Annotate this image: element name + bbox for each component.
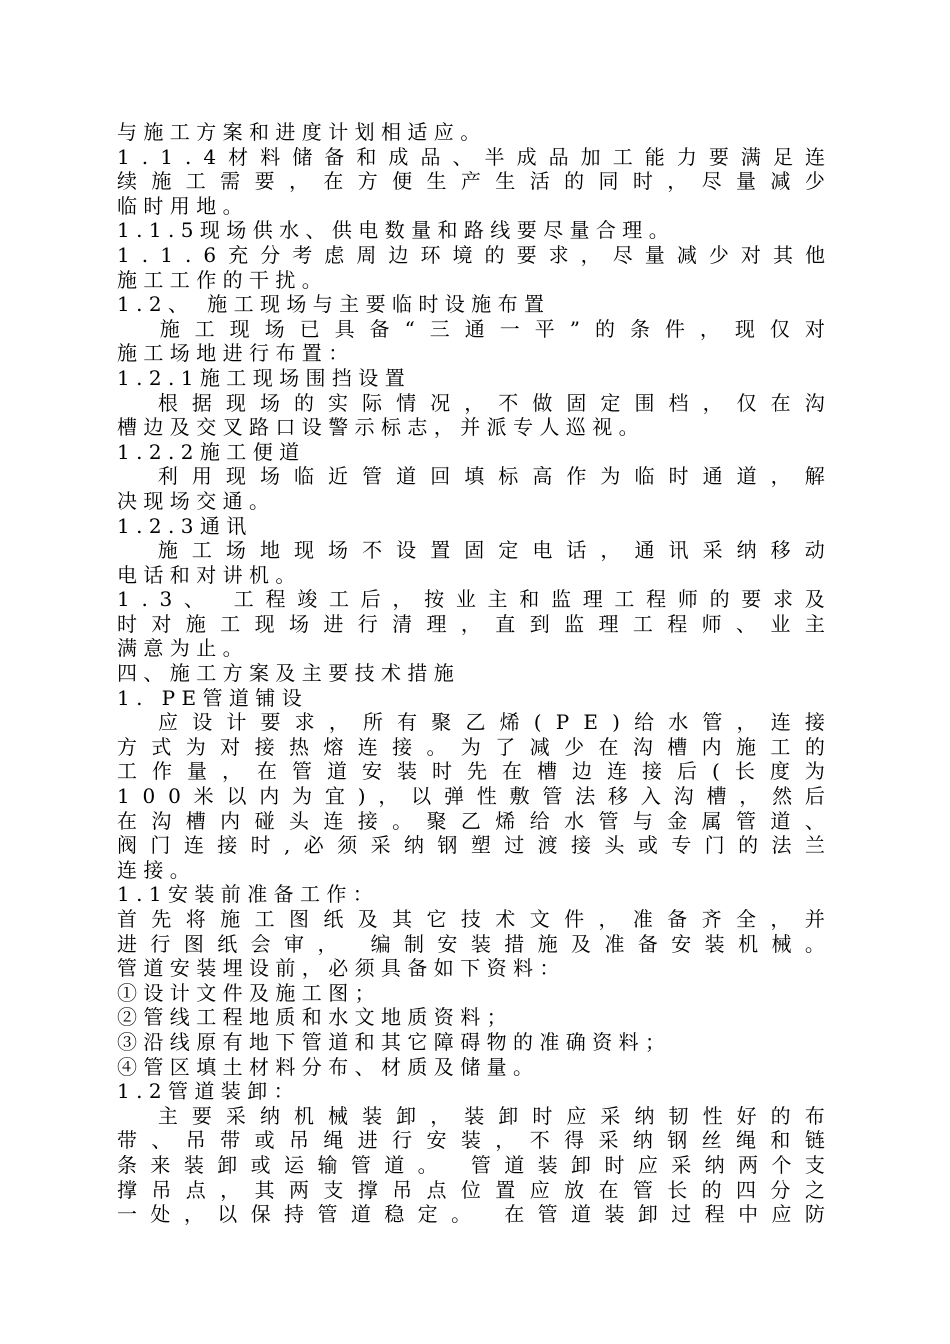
text-line: 1.1.5现场供水、供电数量和路线要尽量合理。 bbox=[117, 218, 676, 243]
text-line: 施工工作的干扰。 bbox=[117, 267, 329, 292]
text-line: 临时用地。 bbox=[117, 193, 249, 218]
text-line: 带 、 吊 带 或 吊 绳 进 行 安 装 ， 不 得 采 纳 钢 丝 绳 和 链 bbox=[117, 1128, 825, 1153]
text-line: 工 作 量 ， 在 管 道 安 装 时 先 在 槽 边 连 接 后 ( 长 度 为 bbox=[117, 759, 825, 784]
text-line: 电话和对讲机。 bbox=[117, 562, 302, 587]
text-line: 利 用 现 场 临 近 管 道 回 填 标 高 作 为 临 时 通 道 ， 解 bbox=[157, 464, 825, 489]
text-line: 1 . 1 . 4 材 料 储 备 和 成 品 、 半 成 品 加 工 能 力 要 满 足 连 bbox=[117, 144, 825, 169]
section-heading: 1.2管道装卸： bbox=[117, 1079, 301, 1104]
text-line: 撑 吊 点 ， 其 两 支 撑 吊 点 位 置 应 放 在 管 长 的 四 分 之 bbox=[117, 1177, 825, 1202]
list-item: ④管区填土材料分布、材质及储量。 bbox=[117, 1054, 540, 1079]
text-line: 满意为止。 bbox=[117, 636, 249, 661]
section-heading: 1.2.2施工便道 bbox=[117, 439, 306, 464]
text-line: 1 . 3 、 工 程 竣 工 后 ， 按 业 主 和 监 理 工 程 师 的 要 求 及 bbox=[117, 587, 825, 612]
text-line: 1 . 1 . 6 充 分 考 虑 周 边 环 境 的 要 求 ， 尽 量 减 少 对 其 他 bbox=[117, 242, 825, 267]
chapter-heading: 四、施工方案及主要技术措施 bbox=[117, 661, 461, 686]
section-heading: 1. PE管道铺设 bbox=[117, 685, 309, 710]
section-heading: 1.2.3通讯 bbox=[117, 513, 253, 538]
text-line: 施 工 场 地 现 场 不 设 置 固 定 电 话 ， 通 讯 采 纳 移 动 bbox=[157, 538, 825, 563]
text-line: 施 工 现 场 已 具 备 “ 三 通 一 平 ” 的 条 件 ， 现 仅 对 bbox=[159, 316, 825, 341]
text-line: 连接。 bbox=[117, 857, 197, 882]
text-line: 应 设 计 要 求 ， 所 有 聚 乙 烯 ( P E ) 给 水 管 ， 连 接 bbox=[158, 710, 825, 735]
text-line: 施工场地进行布置： bbox=[117, 341, 355, 366]
text-line: 根 据 现 场 的 实 际 情 况 ， 不 做 固 定 围 档 ， 仅 在 沟 bbox=[157, 390, 825, 415]
text-line: 条 来 装 卸 或 运 输 管 道 。 管 道 装 卸 时 应 采 纳 两 个 支 bbox=[117, 1152, 825, 1177]
section-heading: 1.2.1施工现场围挡设置 bbox=[117, 365, 412, 390]
section-heading: 1.2、 施工现场与主要临时设施布置 bbox=[117, 292, 551, 317]
text-line: 管道安装埋设前，必须具备如下资料： bbox=[117, 956, 566, 981]
text-line: 在 沟 槽 内 碰 头 连 接 。 聚 乙 烯 给 水 管 与 金 属 管 道 、 bbox=[117, 808, 825, 833]
text-line: 1 0 0 米 以 内 为 宜 ) ， 以 弹 性 敷 管 法 移 入 沟 槽 ， 然 后 bbox=[117, 784, 825, 809]
text-line: 方 式 为 对 接 热 熔 连 接 。 为 了 减 少 在 沟 槽 内 施 工 的 bbox=[117, 734, 825, 759]
document-body bbox=[117, 120, 825, 1227]
text-line: 进 行 图 纸 会 审 ， 编 制 安 装 措 施 及 准 备 安 装 机 械 。 bbox=[117, 931, 825, 956]
text-line: 一 处 ， 以 保 持 管 道 稳 定 。 在 管 道 装 卸 过 程 中 应 防 bbox=[117, 1202, 825, 1227]
text-line: 槽边及交叉路口设警示标志，并派专人巡视。 bbox=[117, 415, 645, 440]
list-item: ①设计文件及施工图； bbox=[117, 980, 381, 1005]
list-item: ②管线工程地质和水文地质资料； bbox=[117, 1005, 513, 1030]
text-line: 决现场交通。 bbox=[117, 488, 276, 513]
list-item: ③沿线原有地下管道和其它障碍物的准确资料； bbox=[117, 1029, 672, 1054]
text-line: 首 先 将 施 工 图 纸 及 其 它 技 术 文 件 ， 准 备 齐 全 ， 并 bbox=[117, 907, 825, 931]
section-heading: 1.1安装前准备工作： bbox=[117, 882, 380, 907]
text-line: 主 要 采 纳 机 械 装 卸 ， 装 卸 时 应 采 纳 韧 性 好 的 布 bbox=[157, 1103, 825, 1128]
text-line: 时 对 施 工 现 场 进 行 清 理 ， 直 到 监 理 工 程 师 、 业 主 bbox=[117, 611, 825, 636]
text-line: 与施工方案和进度计划相适应。 bbox=[117, 120, 487, 144]
text-line: 阀 门 连 接 时 , 必 须 采 纳 钢 塑 过 渡 接 头 或 专 门 的 法 兰 bbox=[117, 833, 825, 858]
text-line: 续 施 工 需 要 ， 在 方 便 生 产 生 活 的 同 时 ， 尽 量 减 少 bbox=[117, 169, 825, 194]
